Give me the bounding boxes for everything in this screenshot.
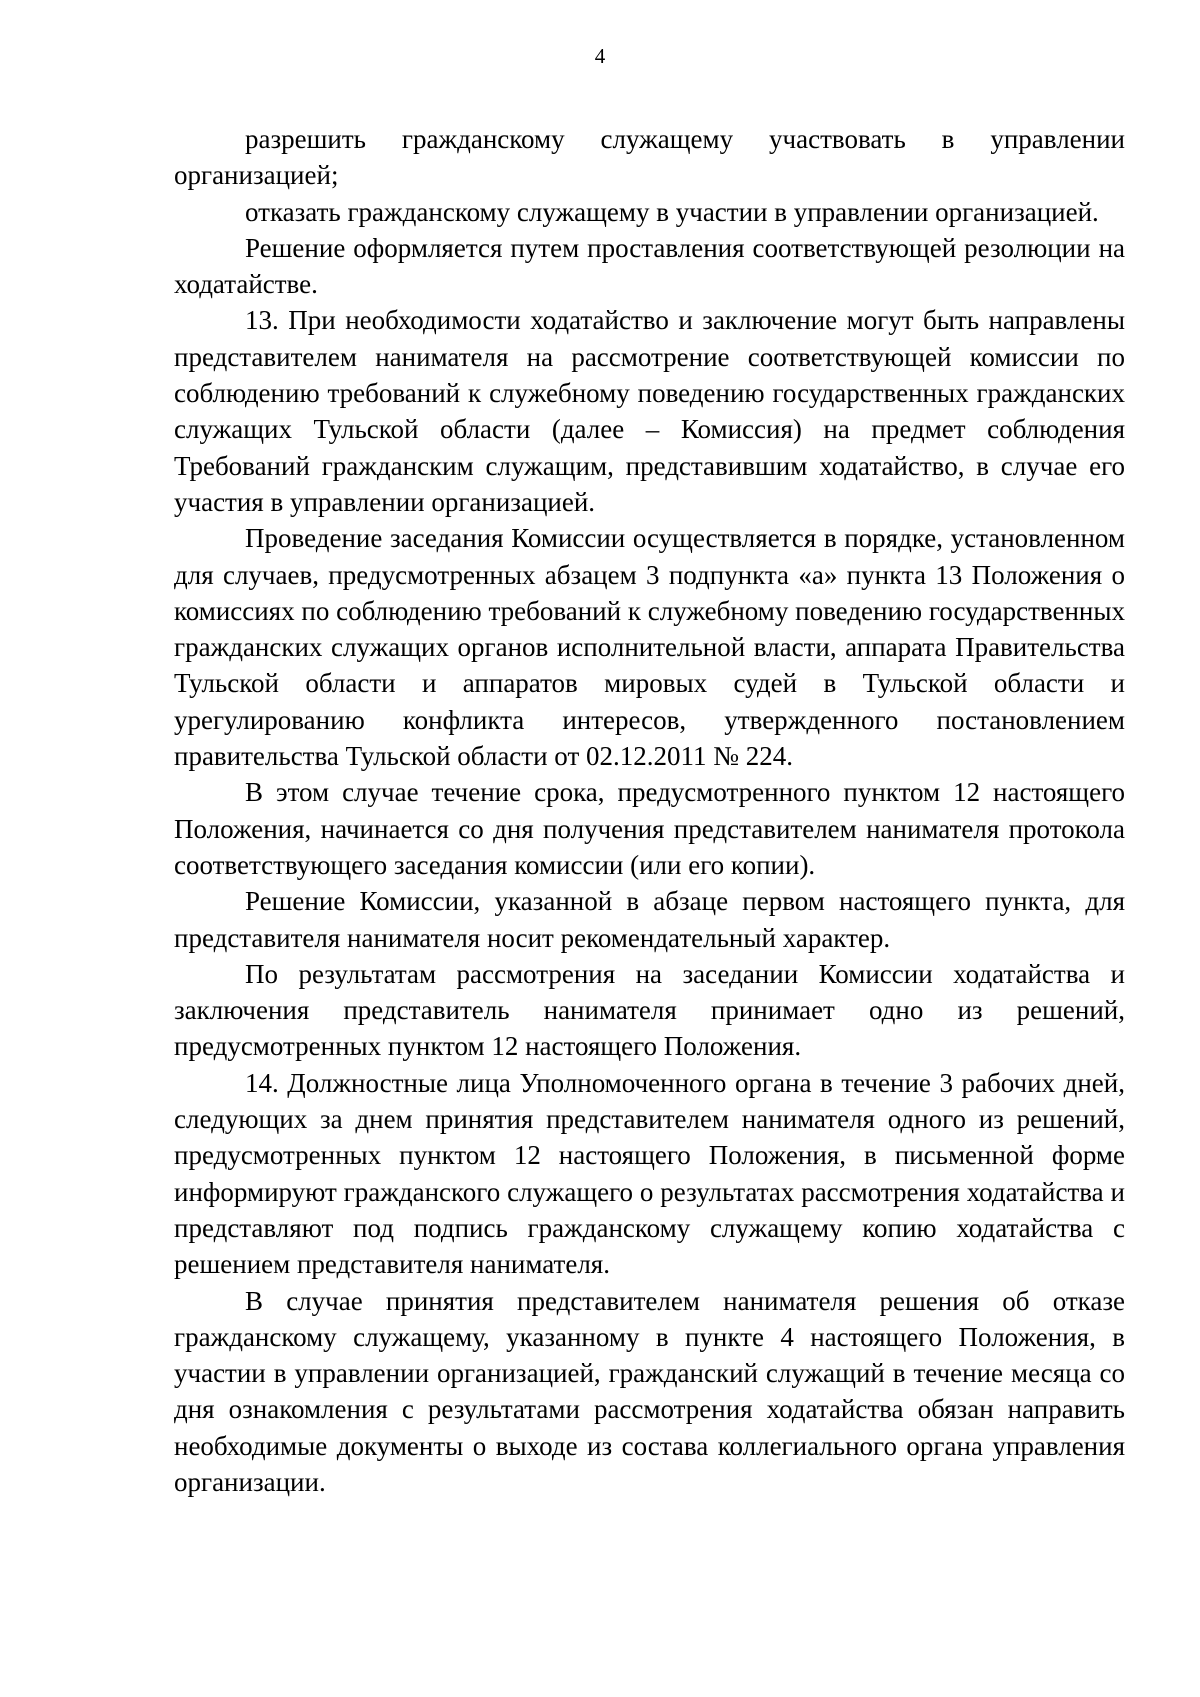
document-body [174,121,1125,1500]
paragraph-deadline: В этом случае течение срока, предусмотренного пунктом 12 настоящего Положения, начинается со дня получения представителем нанимателя протокола соответствующего заседания комиссии (или его копии). [174,777,1125,880]
paragraph-permit-option: разрешить гражданскому служащему участвовать в управлении организацией; [174,124,1125,191]
paragraph-item-13: 13. При необходимости ходатайство и заключение могут быть направлены представителем нанимателя на рассмотрение соответствующей комиссии по соблюдению требований к служебному поведению государственных гражданских служащих Тульской области (далее – Комиссия) на предмет соблюдения Требований гражданским служащим, представившим ходатайство, в случае его участия в управлении организацией. [174,305,1125,517]
paragraph-refusal-case: В случае принятия представителем нанимателя решения об отказе гражданскому служащему, указанному в пункте 4 настоящего Положения, в участии в управлении организацией, гражданский служащий в течение месяца со дня ознакомления с результатами рассмотрения ходатайства обязан направить необходимые документы о выходе из состава коллегиального органа управления организации. [174,1285,1125,1497]
paragraph-resolution: Решение оформляется путем проставления соответствующей резолюции на ходатайстве. [174,232,1125,300]
page-number: 4 [594,44,606,68]
paragraph-results: По результатам рассмотрения на заседании Комиссии ходатайства и заключения представитель нанимателя принимает одно из решений, предусмотренных пунктом 12 настоящего Положения. [174,958,1125,1062]
paragraph-refuse-option: отказать гражданскому служащему в участии в управлении организацией. [245,196,1099,227]
paragraph-recommendation: Решение Комиссии, указанной в абзаце первом настоящего пункта, для представителя нанимателя носит рекомендательный характер. [174,886,1125,953]
paragraph-item-14: 14. Должностные лица Уполномоченного органа в течение 3 рабочих дней, следующих за днем принятия представителем нанимателя одного из решений, предусмотренных пунктом 12 настоящего Положения, в письменной форме информируют гражданского служащего о результатах рассмотрения ходатайства и представляют под подпись гражданскому служащему копию ходатайства с решением представителя нанимателя. [174,1067,1125,1280]
paragraph-commission-meeting: Проведение заседания Комиссии осуществляется в порядке, установленном для случаев, предусмотренных абзацем 3 подпункта «а» пункта 13 Положения о комиссиях по соблюдению требований к служебному поведению государственных гражданских служащих органов исполнительной власти, аппарата Правительства Тульской области и аппаратов мировых судей в Тульской области и урегулированию конфликта интересов, утвержденного постановлением правительства Тульской области от 02.12.2011 № 224. [174,523,1125,772]
